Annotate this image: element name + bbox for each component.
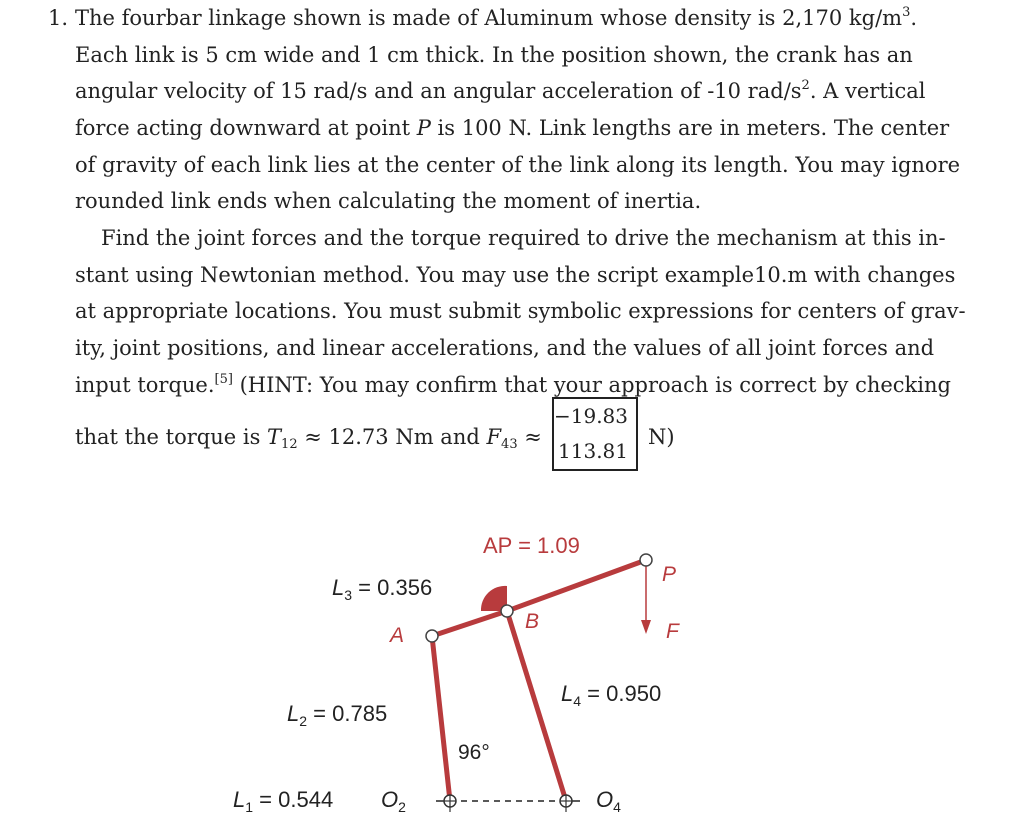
p1-line5: of gravity of each link lies at the center of the link along its length. You may ignore: [75, 153, 961, 177]
ground-pivot-O4: [560, 795, 572, 812]
p2-line6: that the torque is $T_{12} \approx 12.73$ Nm and $F_{43}$ ≈: [75, 425, 542, 452]
p2-line6-end: N): [648, 425, 675, 449]
matrix-row-1: −19.83: [553, 404, 628, 428]
joint-B: [501, 605, 513, 617]
link-AP: [507, 560, 646, 611]
p2-line1: Find the joint forces and the torque required to drive the mechanism at this in-: [101, 226, 946, 250]
p2-line4: ity, joint positions, and linear accelerations, and the values of all joint forces and: [75, 336, 935, 360]
label-L4: $L_4 = 0.950$: [561, 681, 662, 709]
label-O4: $O_4$: [596, 787, 621, 815]
label-P: P: [662, 563, 677, 586]
p1-line3: angular velocity of 15 rad/s and an angular acceleration of -10 rad/$s^2$. A vertical: [75, 78, 926, 103]
label-B: B: [525, 610, 540, 633]
p2-line2: stant using Newtonian method. You may use the script example10.m with changes: [75, 263, 956, 287]
point-P: [640, 554, 652, 566]
link-L2: [432, 636, 450, 801]
p2-line5: input torque.[5] (HINT: You may confirm that your approach is correct by checking: [75, 372, 951, 397]
label-L1: $L_1 = 0.544$: [233, 787, 334, 815]
label-L2: $L_2 = 0.785$: [287, 701, 388, 729]
problem-number: 1.: [48, 6, 69, 30]
link-L3: [432, 611, 507, 636]
p1-line2: Each link is 5 cm wide and 1 cm thick. In the position shown, the crank has an: [75, 43, 913, 67]
joint-A: [426, 630, 438, 642]
label-F: F: [666, 620, 679, 643]
citation-ref: [5]: [214, 372, 233, 387]
matrix-row-2: 113.81: [558, 439, 628, 463]
label-L3: $L_3 = 0.356$: [332, 575, 433, 603]
p1-line6: rounded link ends when calculating the moment of inertia.: [75, 189, 702, 213]
link-L4: [507, 611, 566, 801]
label-O2: $O_2$: [381, 787, 406, 815]
label-A: A: [390, 624, 405, 647]
p2-line3: at appropriate locations. You must submit symbolic expressions for centers of grav-: [75, 299, 966, 323]
label-AP: AP = 1.09: [483, 533, 580, 558]
ground-pivot-O2: [444, 795, 456, 812]
force-arrow-head: [641, 620, 651, 634]
p1-line4: force acting downward at point P is 100 N. Link lengths are in meters. The center: [75, 116, 950, 140]
p1-line1: The fourbar linkage shown is made of Aluminum whose density is 2,170 $kg/m^3$.: [75, 5, 918, 30]
label-angle: 96°: [458, 741, 490, 764]
